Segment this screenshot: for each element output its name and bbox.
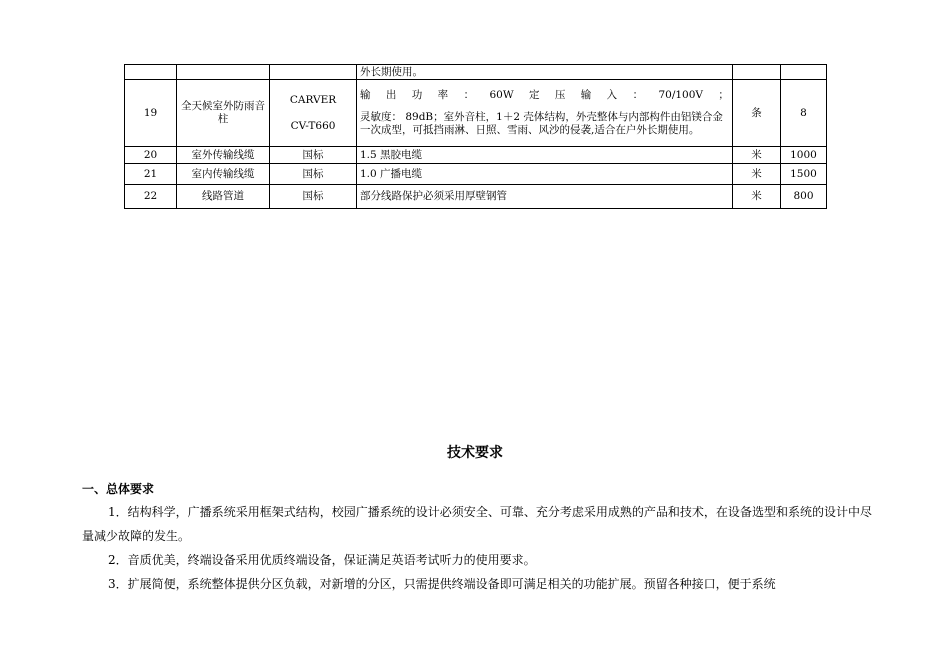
cell-name: 线路管道	[177, 185, 270, 209]
desc-spread-line: 输 出 功 率 ： 60W 定 压 输 入 ： 70/100V ；	[360, 89, 729, 101]
cell-model	[270, 65, 357, 80]
model-line: CV-T660	[290, 120, 336, 132]
model-line: CARVER	[289, 94, 337, 106]
cell-qty: 8	[781, 80, 827, 147]
cell-model: 国标	[270, 164, 357, 185]
paragraph-3: 3．扩展简便，系统整体提供分区负载，对新增的分区，只需提供终端设备即可满足相关的功能扩展。预留各种接口，便于系统	[108, 577, 776, 591]
cell-model	[270, 80, 357, 147]
cell-name: 全天候室外防雨音柱	[177, 80, 270, 147]
table-row	[125, 164, 827, 185]
cell-name: 室外传输线缆	[177, 147, 270, 164]
cell-no	[125, 65, 177, 80]
cell-no: 21	[125, 164, 177, 185]
cell-name	[177, 65, 270, 80]
cell-desc: 部分线路保护必须采用厚壁钢管	[357, 185, 733, 209]
desc-text: 灵敏度： 89dB；室外音柱，1＋2 壳体结构，外壳整体与内部构件由铝镁合金一次成型，可抵挡雨淋、日照、雪雨、风沙的侵袭,适合在户外长期使用。	[360, 111, 723, 136]
cell-qty: 1500	[781, 164, 827, 185]
paragraph-1: 1．结构科学，广播系统采用框架式结构，校园广播系统的设计必须安全、可靠、充分考虑采用成熟的产品和技术，在设备选型和系统的设计中尽量减少故障的发生。	[82, 505, 872, 543]
cell-qty: 800	[781, 185, 827, 209]
table-row	[125, 147, 827, 164]
cell-no: 19	[125, 80, 177, 147]
cell-no: 22	[125, 185, 177, 209]
cell-desc: 外长期使用。	[357, 65, 733, 80]
cell-desc: 1.5 黑胶电缆	[357, 147, 733, 164]
cell-desc: 1.0 广播电缆	[357, 164, 733, 185]
cell-qty: 1000	[781, 147, 827, 164]
cell-unit: 条	[733, 80, 781, 147]
table-row	[125, 80, 827, 147]
section-title: 技术要求	[447, 445, 503, 461]
heading-general-requirements: 一、总体要求	[82, 482, 155, 496]
cell-model: 国标	[270, 185, 357, 209]
cell-unit: 米	[733, 147, 781, 164]
cell-qty	[781, 65, 827, 80]
cell-model: 国标	[270, 147, 357, 164]
table-row	[125, 185, 827, 209]
paragraph-2: 2．音质优美，终端设备采用优质终端设备，保证满足英语考试听力的使用要求。	[108, 553, 536, 567]
cell-unit	[733, 65, 781, 80]
cell-desc	[357, 80, 733, 147]
table-row	[125, 65, 827, 80]
cell-unit: 米	[733, 185, 781, 209]
cell-no: 20	[125, 147, 177, 164]
cell-unit: 米	[733, 164, 781, 185]
cell-name: 室内传输线缆	[177, 164, 270, 185]
equipment-table	[124, 64, 827, 209]
